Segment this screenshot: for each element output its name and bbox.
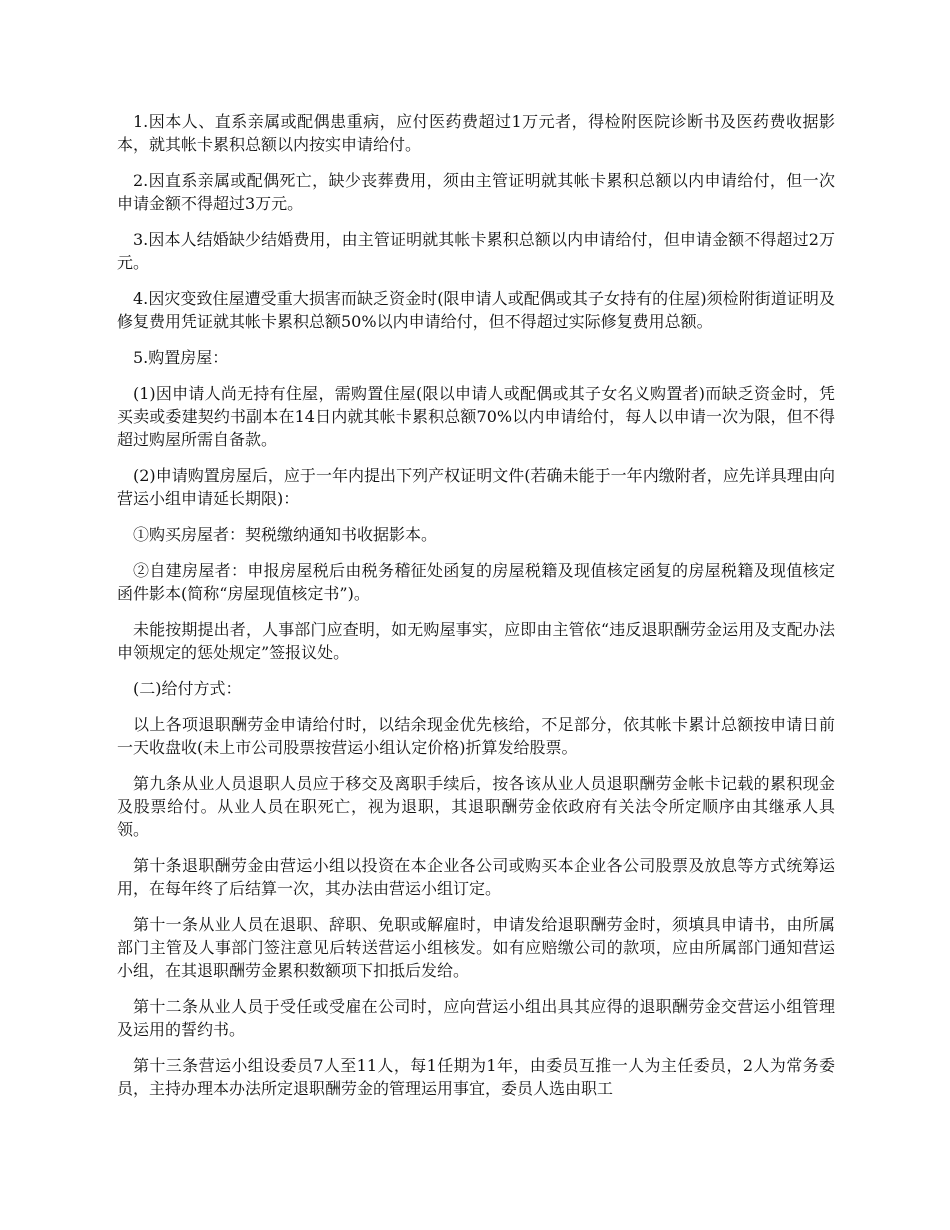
- paragraph-item-1: 1.因本人、直系亲属或配偶患重病，应付医药费超过1万元者，得检附医院诊断书及医药费收据影本，就其帐卡累积总额以内按实申请给付。: [117, 112, 835, 154]
- paragraph-item-4: 4.因灾变致住屋遭受重大损害而缺乏资金时(限申请人或配偶或其子女持有的住屋)须检附街道证明及修复费用凭证就其帐卡累积总额50%以内申请给付，但不得超过实际修复费用总额。: [117, 289, 835, 331]
- paragraph-sub-2-a: ①购买房屋者：契税缴纳通知书收据影本。: [133, 525, 438, 544]
- paragraph-item-5: 5.购置房屋：: [133, 348, 229, 367]
- document-body: [117, 110, 835, 1113]
- article-12: 第十二条从业人员于受任或受雇在公司时，应向营运小组出具其应得的退职酬劳金交营运小组管理及运用的誓约书。: [117, 997, 835, 1039]
- article-11: 第十一条从业人员在退职、辞职、免职或解雇时，申请发给退职酬劳金时，须填具申请书，由所属部门主管及人事部门签注意见后转送营运小组核发。如有应赔缴公司的款项，应由所属部门通知营运小组，在其退职酬劳金累积数额项下扣抵后发给。: [117, 915, 835, 980]
- paragraph-note: 未能按期提出者，人事部门应查明，如无购屋事实，应即由主管依“违反退职酬劳金运用及支配办法申领规定的惩处规定”签报议处。: [117, 620, 835, 662]
- section-heading-payment-method: (二)给付方式：: [133, 679, 242, 698]
- article-10: 第十条退职酬劳金由营运小组以投资在本企业各公司或购买本企业各公司股票及放息等方式统筹运用，在每年终了后结算一次，其办法由营运小组订定。: [117, 856, 835, 898]
- paragraph-sub-1: (1)因申请人尚无持有住屋，需购置住屋(限以申请人或配偶或其子女名义购置者)而缺乏资金时，凭买卖或委建契约书副本在14日内就其帐卡累积总额70%以内申请给付，每人以申请一次为限，但不得超过购屋所需自备款。: [117, 384, 835, 449]
- paragraph-sub-2-b: ②自建房屋者：申报房屋税后由税务稽征处函复的房屋税籍及现值核定函复的房屋税籍及现值核定函件影本(简称“房屋现值核定书”)。: [117, 561, 835, 603]
- article-9: 第九条从业人员退职人员应于移交及离职手续后，按各该从业人员退职酬劳金帐卡记载的累积现金及股票给付。从业人员在职死亡，视为退职，其退职酬劳金依政府有关法令所定顺序由其继承人具领。: [117, 774, 835, 839]
- paragraph-item-2: 2.因直系亲属或配偶死亡，缺少丧葬费用，须由主管证明就其帐卡累积总额以内申请给付，但一次申请金额不得超过3万元。: [117, 171, 835, 213]
- paragraph-item-3: 3.因本人结婚缺少结婚费用，由主管证明就其帐卡累积总额以内申请给付，但申请金额不得超过2万元。: [117, 230, 835, 272]
- paragraph-payment-method: 以上各项退职酬劳金申请给付时，以结余现金优先核给，不足部分，依其帐卡累计总额按申请日前一天收盘收(未上市公司股票按营运小组认定价格)折算发给股票。: [117, 715, 835, 757]
- article-13: 第十三条营运小组设委员7人至11人，每1任期为1年，由委员互推一人为主任委员，2人为常务委员，主持办理本办法所定退职酬劳金的管理运用事宜，委员人选由职工: [117, 1056, 835, 1098]
- paragraph-sub-2: (2)申请购置房屋后，应于一年内提出下列产权证明文件(若确未能于一年内缴附者，应先详具理由向营运小组申请延长期限)：: [117, 466, 835, 508]
